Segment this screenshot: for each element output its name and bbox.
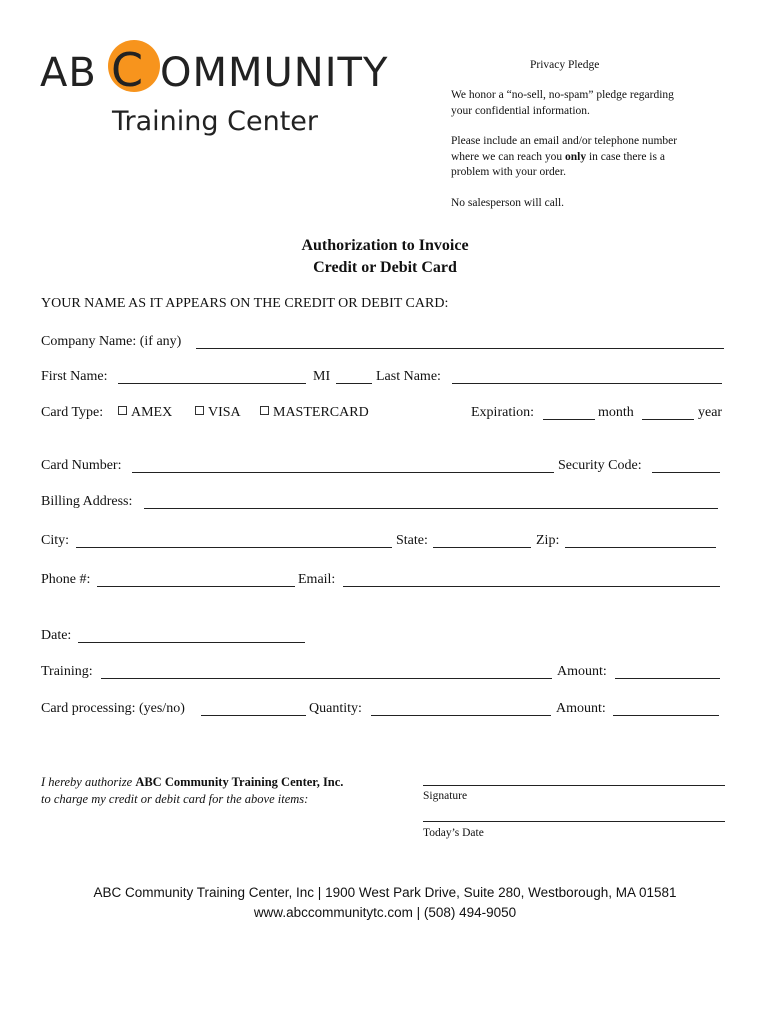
billing-address-field[interactable] xyxy=(144,508,718,509)
amex-option[interactable]: AMEX xyxy=(118,405,172,421)
mastercard-checkbox[interactable] xyxy=(260,406,269,415)
card-number-label: Card Number: xyxy=(41,458,122,473)
signature-field[interactable] xyxy=(423,785,725,786)
amount-2-field[interactable] xyxy=(613,715,719,716)
company-field[interactable] xyxy=(196,348,724,349)
phone-label: Phone #: xyxy=(41,572,91,587)
card-processing-field[interactable] xyxy=(201,715,306,716)
authorize-text-line-1: I hereby authorize ABC Community Training Center, Inc. xyxy=(41,775,344,789)
privacy-paragraph-1: We honor a “no-sell, no-spam” pledge regarding your confidential information. xyxy=(451,89,674,117)
logo xyxy=(38,38,408,148)
amex-checkbox[interactable] xyxy=(118,406,127,415)
expiration-label: Expiration: xyxy=(471,405,534,420)
quantity-label: Quantity: xyxy=(309,701,362,716)
name-heading: YOUR NAME AS IT APPEARS ON THE CREDIT OR DEBIT CARD: xyxy=(41,296,449,311)
logo-text-c: C xyxy=(111,43,144,97)
date-label: Date: xyxy=(41,628,72,643)
amount-2-label: Amount: xyxy=(556,701,606,716)
date-field[interactable] xyxy=(78,642,305,643)
state-label: State: xyxy=(396,533,428,548)
card-processing-label: Card processing: (yes/no) xyxy=(41,701,185,716)
email-label: Email: xyxy=(298,572,336,587)
mi-field[interactable] xyxy=(336,383,372,384)
form-title-line-1: Authorization to Invoice xyxy=(301,237,469,254)
year-label: year xyxy=(698,405,723,420)
mi-label: MI xyxy=(313,369,331,384)
visa-option[interactable]: VISA xyxy=(195,405,241,421)
email-field[interactable] xyxy=(343,586,720,587)
logo-text-ab: AB xyxy=(40,50,97,96)
form-title-line-2: Credit or Debit Card xyxy=(313,259,457,276)
card-type-label: Card Type: xyxy=(41,405,104,420)
todays-date-field[interactable] xyxy=(423,821,725,822)
training-field[interactable] xyxy=(101,678,552,679)
phone-field[interactable] xyxy=(97,586,295,587)
card-number-field[interactable] xyxy=(132,472,554,473)
state-field[interactable] xyxy=(433,547,531,548)
footer-address: ABC Community Training Center, Inc | 1900 West Park Drive, Suite 280, Westborough, MA 01581 xyxy=(93,885,677,900)
amount-field[interactable] xyxy=(615,678,720,679)
privacy-paragraph-3: No salesperson will call. xyxy=(451,197,565,209)
privacy-paragraph-2: Please include an email and/or telephone number where we can reach you only in case there is a problem with your order. xyxy=(451,135,678,178)
expiration-year-field[interactable] xyxy=(642,419,694,420)
first-name-label: First Name: xyxy=(41,369,108,384)
city-field[interactable] xyxy=(76,547,392,548)
expiration-month-field[interactable] xyxy=(543,419,595,420)
authorize-text-line-2: to charge my credit or debit card for the above items: xyxy=(41,792,309,806)
signature-label: Signature xyxy=(423,790,468,802)
mastercard-option[interactable]: MASTERCARD xyxy=(260,405,369,421)
city-label: City: xyxy=(41,533,70,548)
quantity-field[interactable] xyxy=(371,715,551,716)
logo-text-ommunity: OMMUNITY xyxy=(160,50,389,96)
security-code-label: Security Code: xyxy=(558,458,642,473)
zip-field[interactable] xyxy=(565,547,716,548)
last-name-label: Last Name: xyxy=(376,369,441,384)
footer-contact: www.abccommunitytc.com | (508) 494-9050 xyxy=(253,905,517,920)
billing-address-label: Billing Address: xyxy=(41,494,133,509)
security-code-field[interactable] xyxy=(652,472,720,473)
last-name-field[interactable] xyxy=(452,383,722,384)
month-label: month xyxy=(598,405,634,420)
todays-date-label: Today’s Date xyxy=(423,827,484,839)
zip-label: Zip: xyxy=(536,533,560,548)
amount-label: Amount: xyxy=(557,664,607,679)
first-name-field[interactable] xyxy=(118,383,306,384)
logo-subtitle: Training Center xyxy=(112,106,318,137)
privacy-heading: Privacy Pledge xyxy=(530,59,600,71)
training-label: Training: xyxy=(41,664,93,679)
visa-checkbox[interactable] xyxy=(195,406,204,415)
company-label: Company Name: (if any) xyxy=(41,334,182,349)
